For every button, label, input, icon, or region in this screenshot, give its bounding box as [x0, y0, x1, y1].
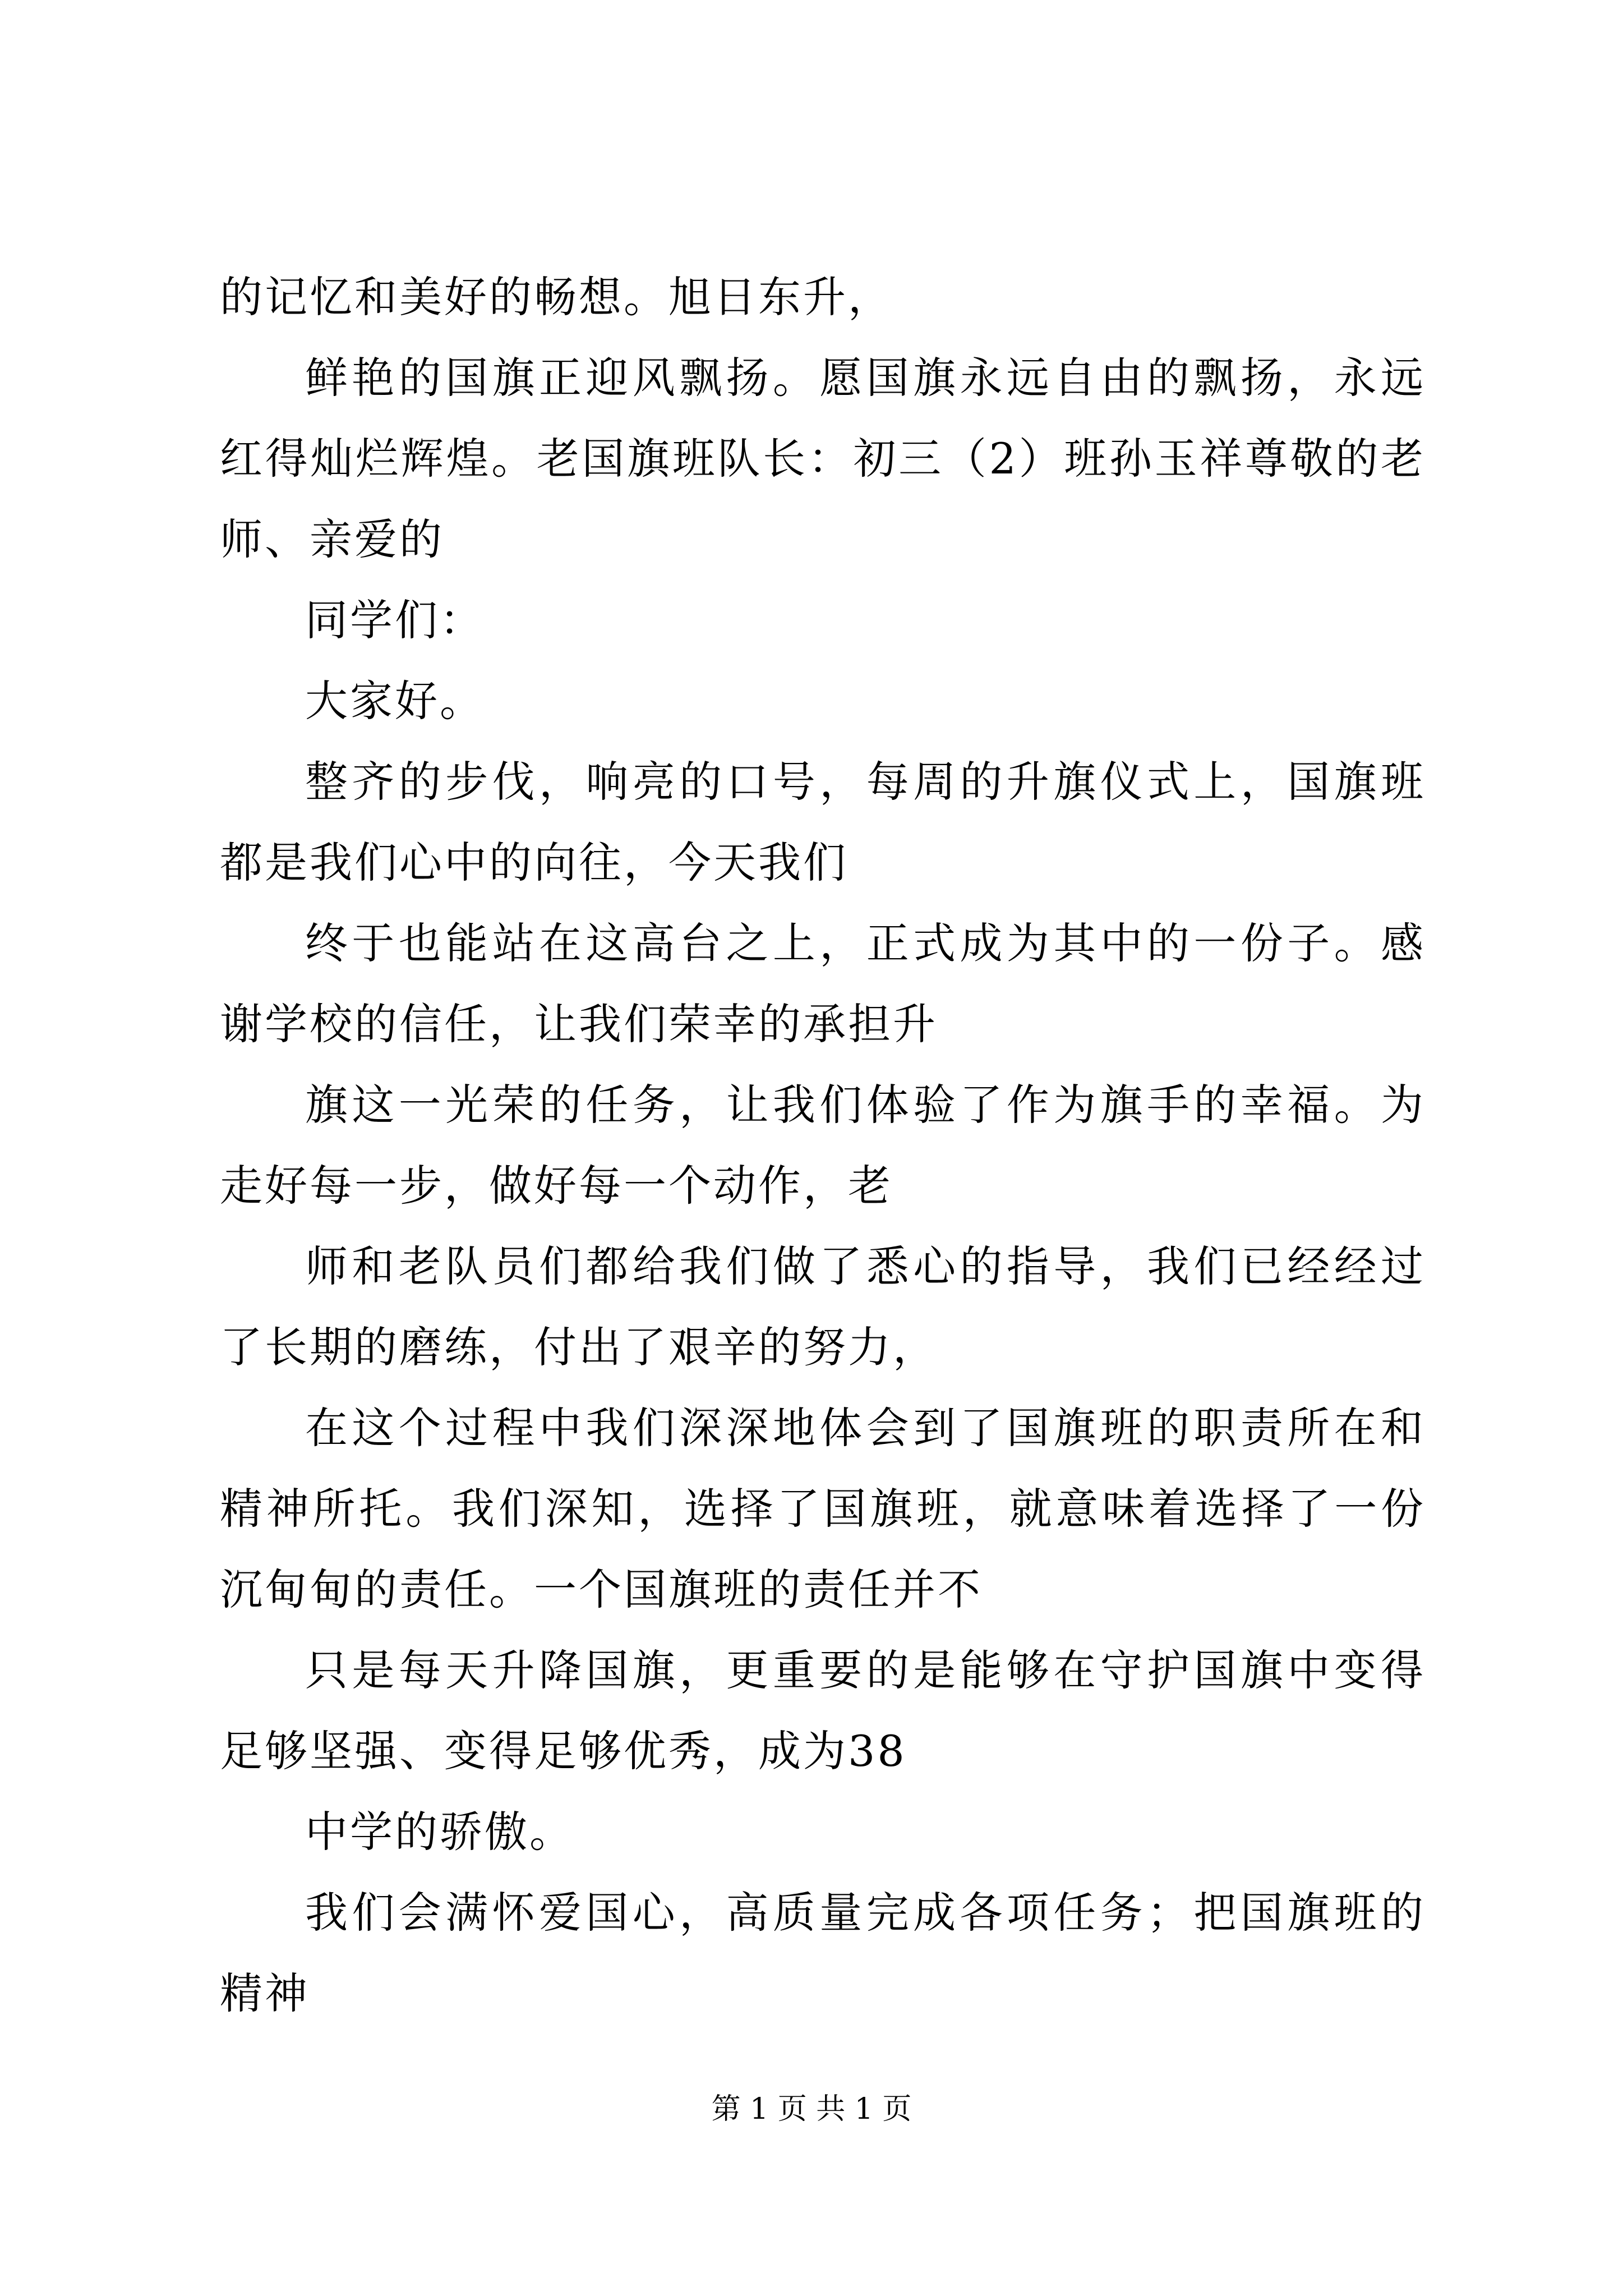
paragraph-11: 中学的骄傲。	[305, 1807, 574, 1857]
document-body	[220, 257, 1426, 2034]
paragraph-7: 旗这一光荣的任务，让我们体验了作为旗手的幸福。为走好每一步，做好每一个动作，老	[220, 1080, 1426, 1211]
page-footer	[0, 2090, 1623, 2129]
paragraph-5: 整齐的步伐，响亮的口号，每周的升旗仪式上，国旗班都是我们心中的向往，今天我们	[220, 757, 1426, 887]
paragraph-1: 的记忆和美好的畅想。旭日东升，	[220, 272, 893, 322]
paragraph-10: 只是每天升降国旗，更重要的是能够在守护国旗中变得足够坚强、变得足够优秀，成为38	[220, 1645, 1426, 1776]
paragraph-12: 我们会满怀爱国心，高质量完成各项任务；把国旗班的精神	[220, 1888, 1426, 2018]
paragraph-4: 大家好。	[305, 676, 485, 726]
page-number-label: 第 1 页 共 1 页	[711, 2092, 912, 2126]
paragraph-3: 同学们：	[305, 595, 485, 645]
paragraph-2: 鲜艳的国旗正迎风飘扬。愿国旗永远自由的飘扬，永远红得灿烂辉煌。老国旗班队长：初三（2）班孙玉祥尊敬的老师、亲爱的	[220, 353, 1426, 564]
paragraph-8: 师和老队员们都给我们做了悉心的指导，我们已经经过了长期的磨练，付出了艰辛的努力，	[220, 1241, 1426, 1372]
paragraph-9: 在这个过程中我们深深地体会到了国旗班的职责所在和精神所托。我们深知，选择了国旗班，就意味着选择了一份沉甸甸的责任。一个国旗班的责任并不	[220, 1403, 1426, 1614]
paragraph-6: 终于也能站在这高台之上，正式成为其中的一份子。感谢学校的信任，让我们荣幸的承担升	[220, 918, 1426, 1049]
